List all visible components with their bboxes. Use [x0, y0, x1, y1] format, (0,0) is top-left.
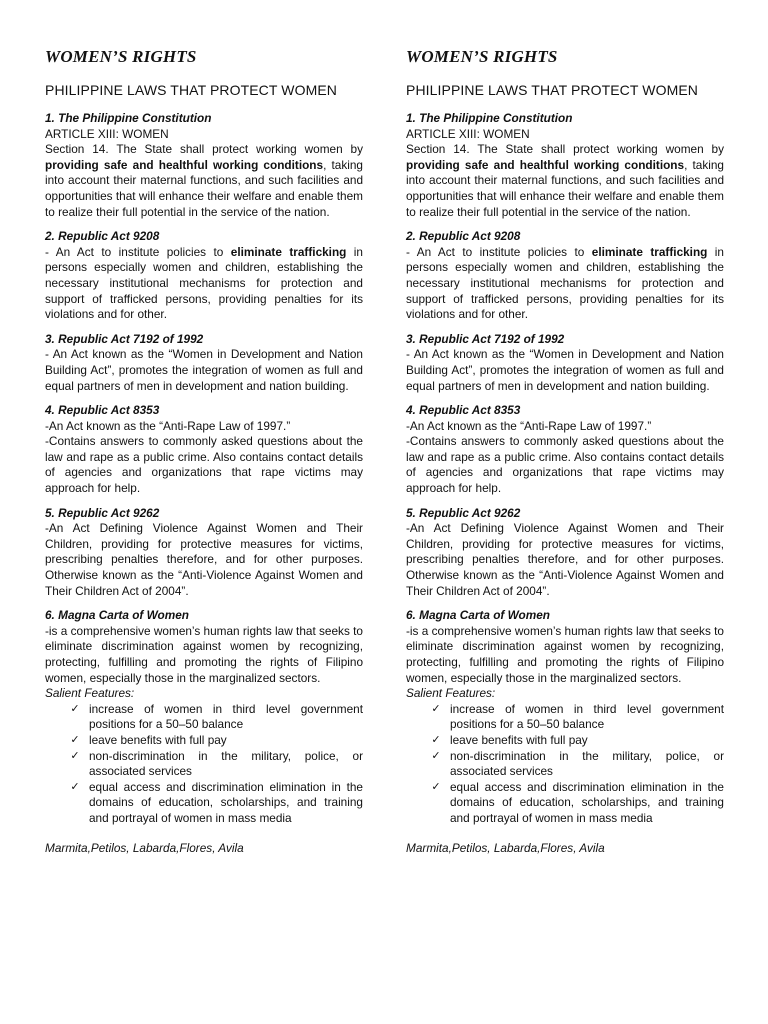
page-subtitle: PHILIPPINE LAWS THAT PROTECT WOMEN — [406, 82, 698, 98]
law-text: -is a comprehensive women’s human rights law that seeks to eliminate discrimination against women by recognizing, protecting, fulfilling and promoting the rights of Filipino women, especially those in the marginalized sectors. — [45, 623, 363, 685]
feature-item — [428, 780, 724, 827]
law-text-emphasis: providing safe and healthful working conditions — [45, 157, 324, 172]
law-text-part: Section 14. The State shall protect working women by — [406, 142, 724, 157]
law-ra8353 — [406, 403, 724, 497]
feature-text: leave benefits with full pay — [89, 732, 227, 747]
law-title: 1. The Philippine Constitution — [406, 111, 573, 125]
law-ra7192 — [45, 332, 363, 394]
law-magna-carta — [406, 608, 724, 826]
law-title: 2. Republic Act 9208 — [406, 229, 521, 244]
law-text-part: , taking into account their maternal functions, and such facilities and opportunities that will enhance their welfare and enable them to realize their full potential in the service of the nation. — [45, 157, 363, 219]
feature-item — [67, 733, 363, 749]
page-subtitle: PHILIPPINE LAWS THAT PROTECT WOMEN — [45, 82, 337, 98]
law-title: 2. Republic Act 9208 — [45, 229, 160, 244]
law-ra9208 — [406, 229, 724, 323]
check-mark-icon: ✓ — [431, 733, 441, 746]
feature-text: leave benefits with full pay — [450, 732, 588, 747]
law-text-part: Section 14. The State shall protect working women by — [45, 142, 363, 157]
page-title: WOMEN’S RIGHTS — [45, 47, 197, 66]
law-title: 1. The Philippine Constitution — [45, 111, 212, 125]
law-text-part: in persons especially women and children, establishing the necessary institutional mechanisms for protection and support of trafficked persons, providing penalties for its violations and for other. — [406, 244, 724, 322]
salient-features-label: Salient Features: — [45, 686, 135, 701]
law-ra7192 — [406, 332, 724, 394]
law-title: 6. Magna Carta of Women — [45, 608, 189, 623]
feature-item — [67, 780, 363, 827]
check-mark-icon: ✓ — [431, 749, 441, 762]
feature-text: equal access and discrimination elimination in the domains of education, scholarships, and training and portrayal of women in mass media — [89, 779, 363, 825]
law-magna-carta — [45, 608, 363, 826]
check-mark-icon: ✓ — [70, 749, 80, 762]
law-text-emphasis: providing safe and healthful working conditions — [406, 157, 685, 172]
law-constitution — [45, 111, 363, 220]
law-title: 5. Republic Act 9262 — [406, 505, 521, 520]
law-title: 3. Republic Act 7192 of 1992 — [45, 331, 204, 346]
feature-text: increase of women in third level government positions for a 50–50 balance — [89, 701, 363, 732]
feature-text: non-discrimination in the military, police, or associated services — [89, 748, 363, 779]
salient-features-label: Salient Features: — [406, 686, 496, 701]
law-ra9262 — [406, 506, 724, 600]
law-ra9208 — [45, 229, 363, 323]
law-ra8353 — [45, 403, 363, 497]
feature-text: equal access and discrimination elimination in the domains of education, scholarships, and training and portrayal of women in mass media — [450, 779, 724, 825]
page-title: WOMEN’S RIGHTS — [406, 47, 558, 66]
law-text: -An Act Defining Violence Against Women and Their Children, providing for protective measures for victims, prescribing penalties therefore, and for other purposes. Otherwise known as the “Anti-Violence Against Women and Their Children Act of 2004”. — [45, 521, 363, 598]
law-text — [45, 245, 363, 323]
law-text-emphasis: eliminate trafficking — [230, 244, 347, 259]
law-text-part: - An Act to institute policies to — [406, 244, 592, 259]
law-constitution — [406, 111, 724, 220]
law-text-part: , taking into account their maternal functions, and such facilities and opportunities that will enhance their welfare and enable them to realize their full potential in the service of the nation. — [406, 157, 724, 219]
features-list — [45, 702, 363, 827]
law-title: 3. Republic Act 7192 of 1992 — [406, 331, 565, 346]
check-mark-icon: ✓ — [70, 702, 80, 715]
law-text: -Contains answers to commonly asked questions about the law and rape as a public crime. Also contains contact details of agencies and organizations that rape victims may approach for help. — [406, 434, 724, 496]
law-title: 6. Magna Carta of Women — [406, 608, 550, 623]
feature-item — [67, 749, 363, 780]
law-text-emphasis: eliminate trafficking — [591, 244, 708, 259]
feature-item — [428, 702, 724, 733]
law-text: -Contains answers to commonly asked questions about the law and rape as a public crime. Also contains contact details of agencies and organizations that rape victims may approach for help. — [45, 434, 363, 496]
law-text: - An Act known as the “Women in Development and Nation Building Act”, promotes the integration of women as full and equal partners of men in development and nation building. — [45, 347, 363, 393]
feature-item — [428, 749, 724, 780]
feature-text: non-discrimination in the military, police, or associated services — [450, 748, 724, 779]
handout-column-left — [45, 46, 363, 856]
check-mark-icon: ✓ — [70, 780, 80, 793]
law-text — [406, 245, 724, 323]
feature-item — [428, 733, 724, 749]
handout-column-right — [406, 46, 724, 856]
law-text — [45, 142, 363, 220]
law-text: - An Act known as the “Women in Development and Nation Building Act”, promotes the integration of women as full and equal partners of men in development and nation building. — [406, 347, 724, 393]
law-text: -An Act Defining Violence Against Women and Their Children, providing for protective measures for victims, prescribing penalties therefore, and for other purposes. Otherwise known as the “Anti-Violence Against Women and Their Children Act of 2004”. — [406, 521, 724, 598]
features-list — [406, 702, 724, 827]
law-text-part: - An Act to institute policies to — [45, 244, 231, 259]
law-text-part: in persons especially women and children, establishing the necessary institutional mechanisms for protection and support of trafficked persons, providing penalties for its violations and for other. — [45, 244, 363, 322]
authors-credit: Marmita,Petilos, Labarda,Flores, Avila — [45, 840, 244, 855]
check-mark-icon: ✓ — [70, 733, 80, 746]
check-mark-icon: ✓ — [431, 702, 441, 715]
check-mark-icon: ✓ — [431, 780, 441, 793]
law-title: 4. Republic Act 8353 — [45, 403, 160, 418]
law-title: 4. Republic Act 8353 — [406, 403, 521, 418]
law-article: ARTICLE XIII: WOMEN — [406, 126, 530, 141]
law-article: ARTICLE XIII: WOMEN — [45, 126, 169, 141]
law-text — [406, 142, 724, 220]
authors-credit: Marmita,Petilos, Labarda,Flores, Avila — [406, 840, 605, 855]
feature-text: increase of women in third level government positions for a 50–50 balance — [450, 701, 724, 732]
law-text: -An Act known as the “Anti-Rape Law of 1997.” — [45, 418, 291, 433]
feature-item — [67, 702, 363, 733]
law-text: -is a comprehensive women’s human rights law that seeks to eliminate discrimination against women by recognizing, protecting, fulfilling and promoting the rights of Filipino women, especially those in the marginalized sectors. — [406, 623, 724, 685]
law-ra9262 — [45, 506, 363, 600]
law-text: -An Act known as the “Anti-Rape Law of 1997.” — [406, 418, 652, 433]
law-title: 5. Republic Act 9262 — [45, 505, 160, 520]
